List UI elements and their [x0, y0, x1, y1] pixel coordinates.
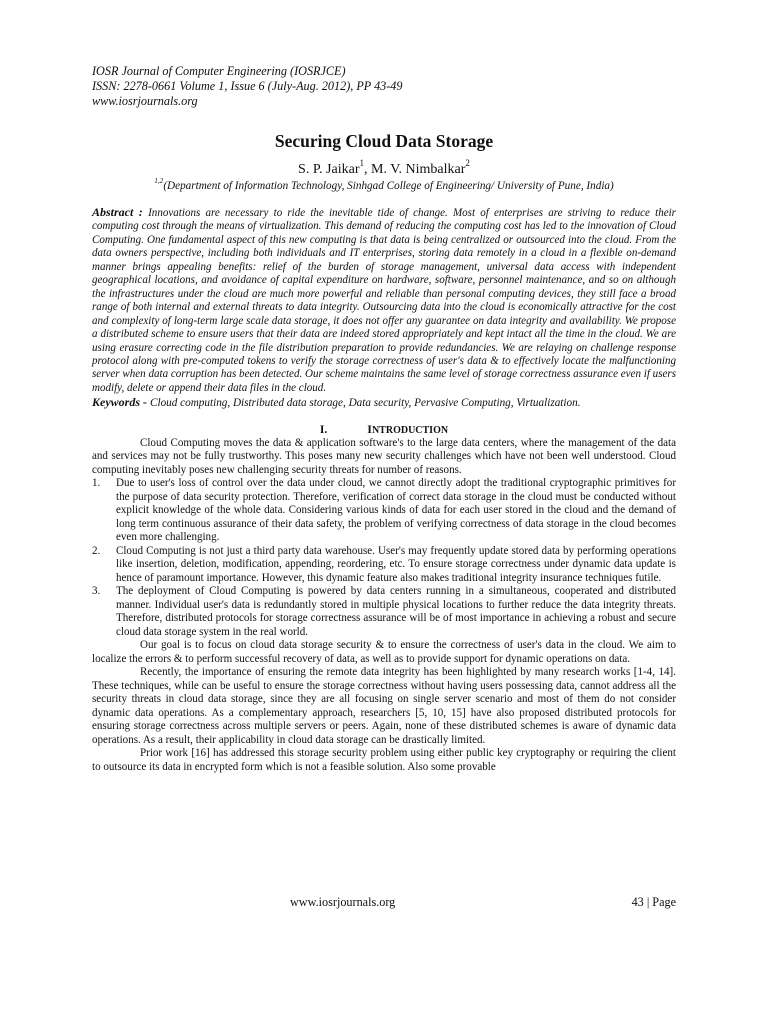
list-item-number: 1.: [92, 477, 101, 490]
section-number: I.: [319, 423, 328, 436]
prior-work-paragraph: Prior work [16] has addressed this storage security problem using either public key cryptography or requiring the client to outsource its data in encrypted form which is not a feasible solution. Also some provable: [92, 747, 676, 773]
section-heading: [92, 422, 676, 437]
section-title-rest: NTRODUCTION: [371, 424, 449, 436]
recent-work-paragraph: Recently, the importance of ensuring the remote data integrity has been highlighted by many research works [1-4, 14]. These techniques, while can be useful to ensure the storage correctness without having users possessing data, cannot address all the security threats in cloud data storage, since they are all focusing on single server scenario and most of them do not consider dynamic data operations. As a complementary approach, researchers [5, 10, 15] have also proposed distributed protocols for ensuring storage correctness across multiple servers or peers. Again, none of these distributed schemes is aware of dynamic data operations. As a result, their applicability in cloud data storage can be drastically limited.: [92, 666, 676, 746]
journal-issn: ISSN: 2278-0661 Volume 1, Issue 6 (July-Aug. 2012), PP 43-49: [92, 79, 403, 93]
list-item-text: Cloud Computing is not just a third party data warehouse. User's may frequently update stored data by performing operations like insertion, deletion, modification, appending, reordering, etc. To ensure storage correctness under dynamic data update is hence of paramount importance. However, this dynamic feature also makes traditional integrity insurance techniques futile.: [116, 544, 676, 584]
keywords: [92, 396, 676, 411]
list-item: [92, 585, 676, 639]
keywords-text: Cloud computing, Distributed data storage, Data security, Pervasive Computing, Virtualization.: [150, 397, 581, 410]
author-1-affil-mark: 1: [359, 157, 365, 168]
abstract-text: Innovations are necessary to ride the inevitable tide of change. Most of enterprises are striving to reduce their computing cost through the means of virtualization. This demand of reducing the computing cost has led to the innovation of Cloud Computing. One fundamental aspect of this new computing is that data is being centralized or outsourced into the cloud. From the data owners perspective, including both individuals and IT enterprises, storing data remotely in a cloud in a flexible on-demand manner brings appealing benefits: relief of the burden of storage management, universal data access with independent geographical locations, and avoidance of capital expenditure on hardware, software, personnel maintenance, and so on although the infrastructures under the cloud are much more powerful and reliable than personal computing devices, they still face a broad range of both internal and external threats to data integrity. Outsourcing data into the cloud is economically attractive for the cost and complexity of long-term large scale data storage, it does not offer any guarantee on data integrity and availability. We propose a distributed scheme to ensure users that their data are indeed stored appropriately and kept intact all the time in the cloud. We are using erasure correcting code in the file distribution preparation to provide redundancies. We are relaying on challenge response protocol along with pre-computed tokens to verify the storage correctness of user's data & to effectively locate the malfunctioning server when data corruption has been detected. Our scheme maintains the same level of storage correctness assurance even if users modify, delete or append their data files in the cloud.: [92, 207, 676, 394]
journal-name: IOSR Journal of Computer Engineering (IOSRJCE): [92, 64, 346, 78]
keywords-label: Keywords -: [92, 395, 150, 410]
author-separator: ,: [364, 162, 372, 177]
author-line: [92, 157, 676, 178]
section-title-initial: I: [367, 421, 372, 436]
goal-paragraph: Our goal is to focus on cloud data storage security & to ensure the correctness of user's data in the cloud. We aim to localize the errors & to perform successful recovery of data, as well as to provide support for dynamic operations on data.: [92, 639, 676, 665]
reasons-list: [92, 477, 676, 639]
paper-title: Securing Cloud Data Storage: [274, 131, 494, 151]
abstract-label: Abstract :: [92, 205, 149, 219]
list-item-text: The deployment of Cloud Computing is powered by data centers running in a simultaneous, cooperated and distributed manner. Individual user's data is redundantly stored in multiple physical locations to further reduce the data integrity threats. Therefore, distributed protocols for storage correctness assurance will be of most importance in achieving a robust and secure cloud data storage system in the real world.: [116, 585, 676, 638]
intro-paragraph: Cloud Computing moves the data & application software's to the large data centers, where the management of the data and services may not be fully trustworthy. This poses many new security challenges which have not been well understood. Cloud computing inevitably poses new challenging security threats for number of reasons.: [92, 436, 676, 476]
affiliation-mark: 1,2: [154, 177, 164, 186]
journal-header: [92, 64, 676, 109]
author-2-affil-mark: 2: [465, 157, 470, 168]
list-item: [92, 545, 676, 586]
affiliation: [92, 177, 676, 192]
author-1: S. P. Jaikar: [298, 162, 360, 177]
list-item-number: 3.: [92, 585, 101, 598]
affiliation-text: (Department of Information Technology, Sinhgad College of Engineering/ University of Pune, India): [163, 180, 614, 192]
paper-page: [92, 64, 676, 774]
list-item: [92, 477, 676, 545]
journal-site: www.iosrjournals.org: [92, 94, 198, 108]
page-number: 43 | Page: [631, 895, 676, 909]
footer-site: www.iosrjournals.org: [290, 895, 396, 909]
author-2: M. V. Nimbalkar: [371, 162, 466, 177]
list-item-text: Due to user's loss of control over the data under cloud, we cannot directly adopt the traditional cryptographic primitives for the purpose of data security protection. Therefore, verification of correct data storage in the cloud must be conducted without explicit knowledge of the whole data. Considering various kinds of data for each user stored in the cloud and the demand of long term continuous assurance of their data safety, the problem of verifying correctness of data storage in the cloud becomes even more challenging.: [116, 477, 676, 544]
abstract: [92, 206, 676, 395]
list-item-number: 2.: [92, 544, 101, 557]
section-body: [92, 437, 676, 775]
